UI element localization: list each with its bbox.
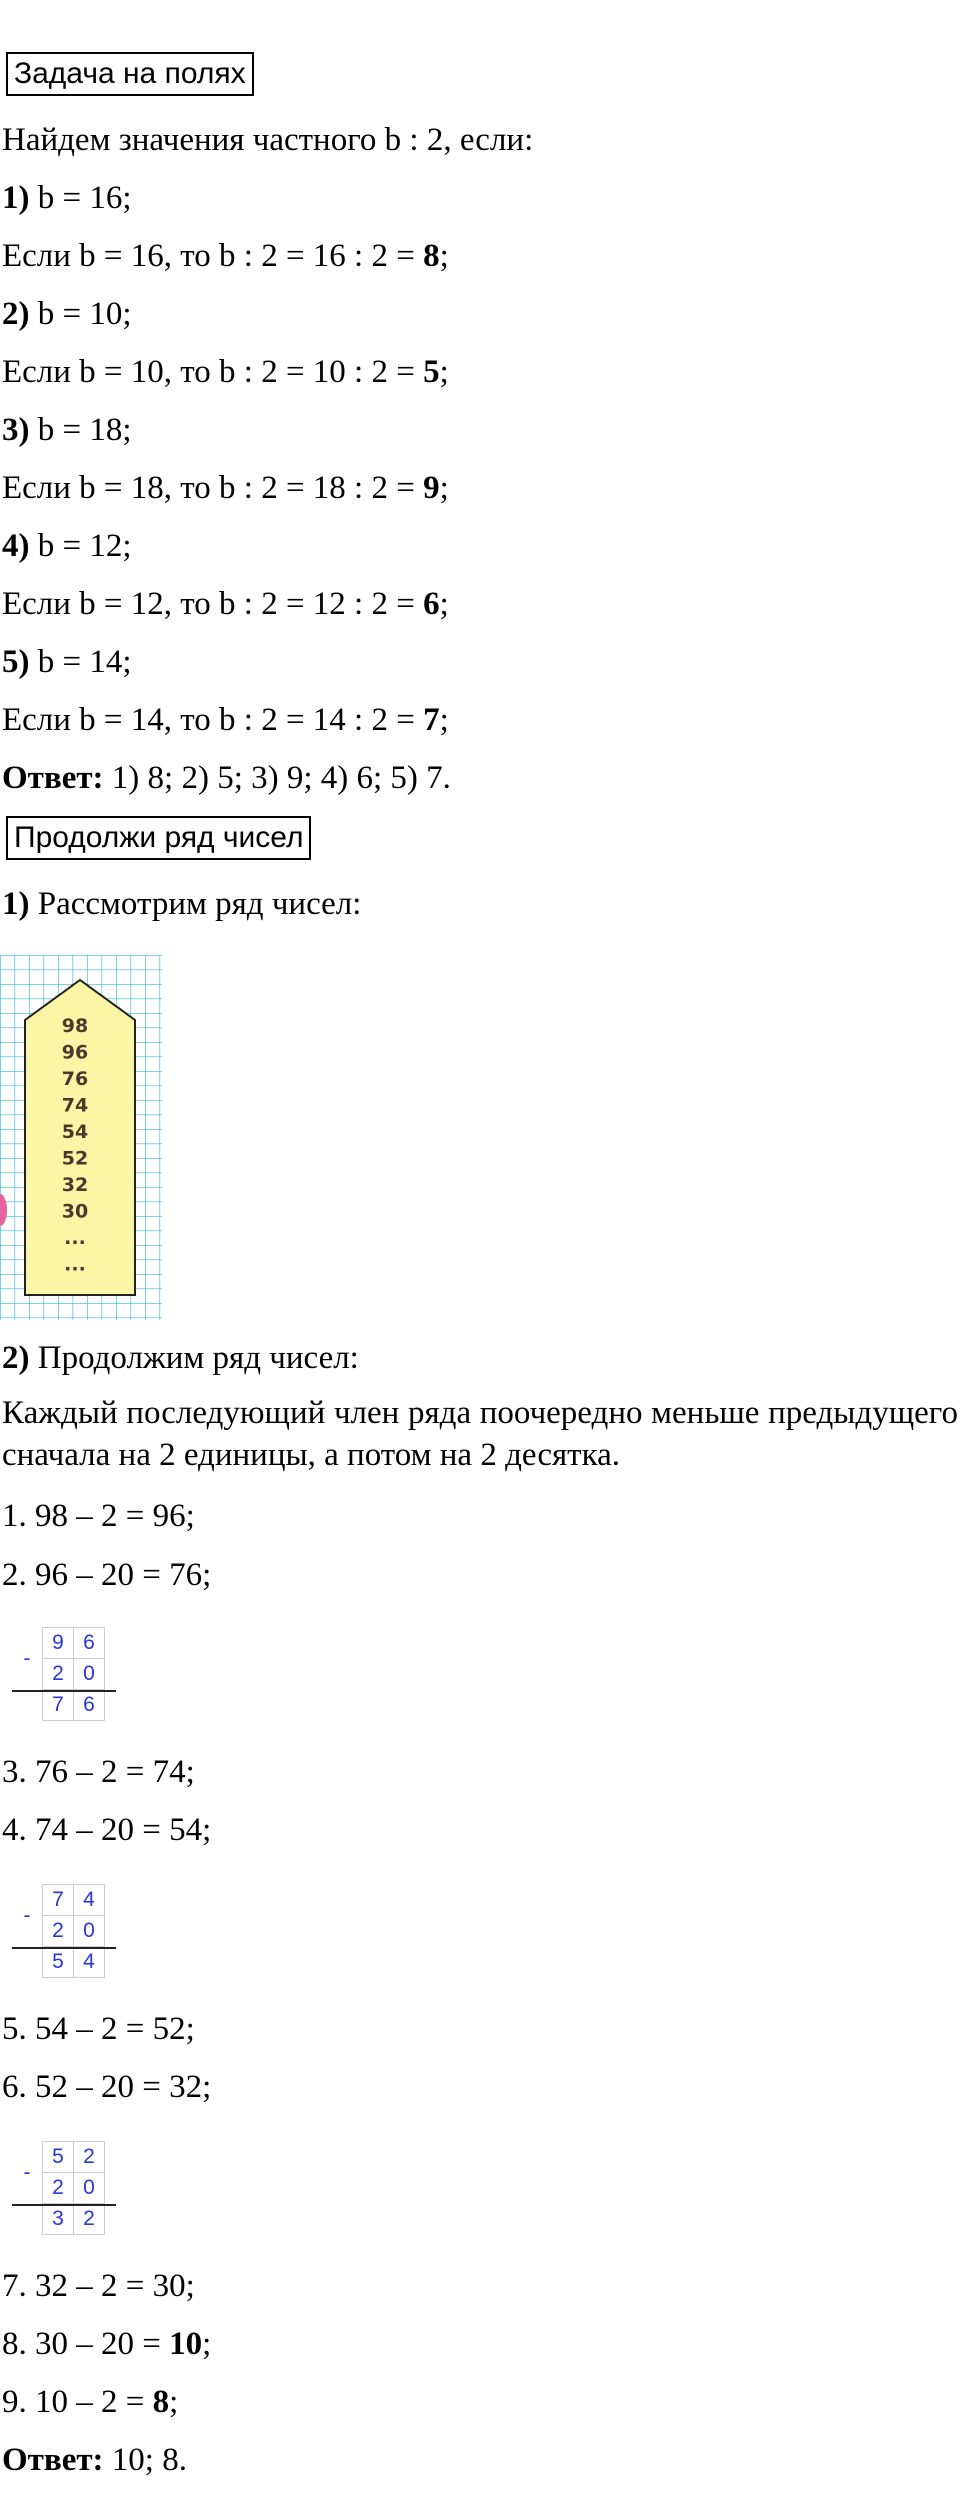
digit: 7 [43, 1690, 74, 1721]
digit: 0 [74, 1659, 105, 1690]
task1-item-3-cond: 3) b = 18; [2, 412, 132, 448]
sequence-number: 52 [61, 1147, 89, 1170]
sequence-number: 76 [61, 1068, 89, 1090]
sequence-number: 74 [61, 1094, 89, 1117]
task2-answer: Ответ: 10; 8. [2, 2442, 187, 2478]
task2-line-8: 8. 30 – 20 = 10; [2, 2326, 212, 2362]
sequence-number: 96 [61, 1041, 89, 1064]
task1-item-5-calc: Если b = 14, то b : 2 = 14 : 2 = 7; [2, 702, 449, 738]
task2-line-1: 1. 98 – 2 = 96; [2, 1498, 195, 1534]
digit: 4 [74, 1885, 105, 1916]
task2-explanation: Каждый последующий член ряда поочередно меньше предыдущего сначала на 2 единицы, а потом на 2 десятка. [2, 1395, 958, 1473]
task1-item-5-cond: 5) b = 14; [2, 644, 132, 680]
sequence-number: ... [64, 1227, 86, 1249]
minus-sign: - [23, 1646, 31, 1670]
column-subtraction-1 [12, 1627, 105, 1721]
task2-title: Продолжи ряд чисел [6, 816, 311, 860]
digit: 4 [74, 1947, 105, 1978]
task1-item-4-calc: Если b = 12, то b : 2 = 12 : 2 = 6; [2, 586, 449, 622]
task1-answer: Ответ: 1) 8; 2) 5; 3) 9; 4) 6; 5) 7. [2, 760, 451, 796]
digit: 6 [74, 1690, 105, 1721]
task2-line-4: 4. 74 – 20 = 54; [2, 1812, 212, 1848]
column-subtraction-3 [12, 2141, 105, 2235]
task1-item-2-cond: 2) b = 10; [2, 296, 132, 332]
digit: 6 [74, 1628, 105, 1659]
task1-item-1-cond: 1) b = 16; [2, 180, 132, 216]
task1-title: Задача на полях [6, 52, 254, 96]
sequence-number: 30 [61, 1200, 89, 1223]
task1-item-1-calc: Если b = 16, то b : 2 = 16 : 2 = 8; [2, 238, 449, 274]
minus-sign: - [23, 1903, 31, 1927]
sequence-number: ... [64, 1253, 86, 1276]
task2-step2: 2) Продолжим ряд чисел: [2, 1340, 359, 1376]
subtraction-rule [12, 1947, 116, 1949]
task2-line-3: 3. 76 – 2 = 74; [2, 1754, 195, 1790]
task2-line-7: 7. 32 – 2 = 30; [2, 2268, 195, 2304]
sequence-number: 32 [61, 1174, 89, 1196]
task1-item-3-calc: Если b = 18, то b : 2 = 18 : 2 = 9; [2, 470, 449, 506]
digit: 5 [43, 2142, 74, 2173]
digit: 2 [43, 1659, 74, 1690]
task2-line-2: 2. 96 – 20 = 76; [2, 1557, 212, 1593]
task1-intro: Найдем значения частного b : 2, если: [2, 122, 534, 158]
sequence-number: 54 [61, 1121, 89, 1143]
task2-line-6: 6. 52 – 20 = 32; [2, 2069, 212, 2105]
grid-paper-image [0, 955, 162, 1320]
digit: 2 [74, 2142, 105, 2173]
minus-sign: - [23, 2160, 31, 2184]
digit: 2 [43, 1916, 74, 1947]
digit: 9 [43, 1628, 74, 1659]
digit: 3 [43, 2204, 74, 2235]
digit: 5 [43, 1947, 74, 1978]
digit: 0 [74, 2173, 105, 2204]
digit: 2 [74, 2204, 105, 2235]
task1-item-4-cond: 4) b = 12; [2, 528, 132, 564]
subtraction-rule [12, 1690, 116, 1692]
sequence-figure [0, 955, 162, 1329]
task2-line-9: 9. 10 – 2 = 8; [2, 2384, 179, 2420]
digit: 2 [43, 2173, 74, 2204]
digit: 0 [74, 1916, 105, 1947]
subtraction-rule [12, 2204, 116, 2206]
task2-line-5: 5. 54 – 2 = 52; [2, 2011, 195, 2047]
task1-item-2-calc: Если b = 10, то b : 2 = 10 : 2 = 5; [2, 354, 449, 390]
sequence-number: 98 [61, 1015, 89, 1037]
column-subtraction-2 [12, 1884, 105, 1978]
task2-step1: 1) Рассмотрим ряд чисел: [2, 886, 362, 922]
digit: 7 [43, 1885, 74, 1916]
